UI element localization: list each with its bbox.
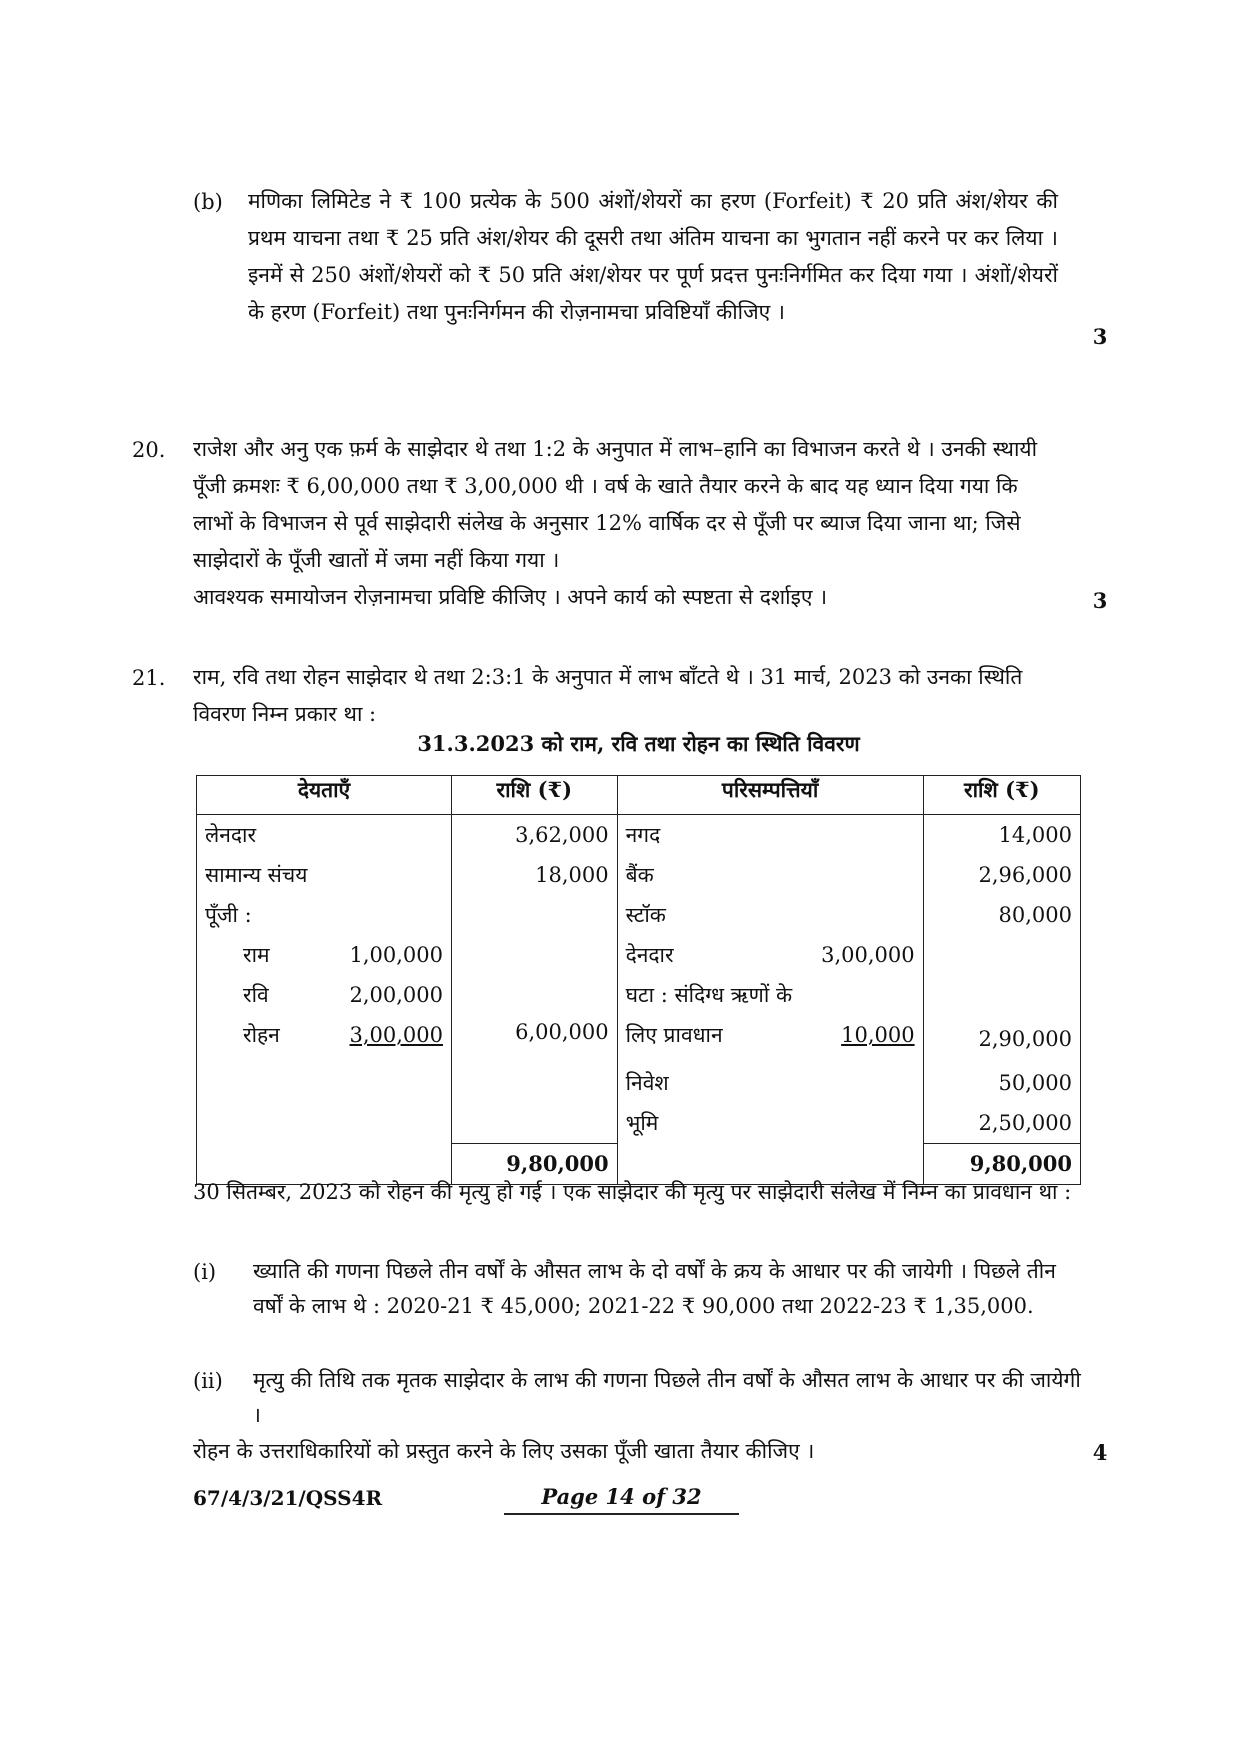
question-20-marks: 3 [1092, 588, 1108, 613]
page-number: Page 14 of 32 [504, 1484, 739, 1515]
for-provision-label: लिए प्रावधान [625, 1023, 723, 1047]
ram-label: राम [243, 943, 270, 967]
header-assets: परिसम्पत्तियाँ [617, 776, 923, 815]
question-20-number: 20. [132, 438, 166, 462]
rohan-label: रोहन [243, 1023, 280, 1047]
bank-amount: 2,96,000 [923, 855, 1080, 895]
question-19b-label: (b) [193, 190, 223, 214]
stock-amount: 80,000 [923, 895, 1080, 935]
ravi-label: रवि [243, 983, 269, 1007]
land-label: भूमि [617, 1103, 923, 1144]
cash-amount: 14,000 [923, 815, 1080, 856]
provision-item-number: (ii) [193, 1369, 223, 1393]
provision-item-text: मृत्यु की तिथि तक मृतक साझेदार के लाभ की गणना पिछले तीन वर्षों के औसत लाभ के आधार पर की जायेगी । [253, 1368, 1081, 1427]
provision-item-number: (i) [193, 1260, 217, 1284]
provision-item-text: ख्याति की गणना पिछले तीन वर्षों के औसत लाभ के दो वर्षों के क्रय के आधार पर की जायेगी । पिछले तीन वर्षों के लाभ थे : 2020-21 ₹ 45,000; 2021-22 ₹ 90,000 तथा 2022-23 ₹ 1,35,000. [253, 1259, 1056, 1318]
capital-label: पूँजी : [197, 895, 452, 935]
question-21-number: 21. [132, 666, 166, 690]
question-21-marks: 4 [1092, 1440, 1108, 1465]
assets-total: 9,80,000 [923, 1144, 1080, 1185]
creditors-label: लेनदार [197, 815, 452, 856]
table-row [197, 1103, 1081, 1144]
stock-label: स्टॉक [617, 895, 923, 935]
table-row [197, 1015, 1081, 1063]
less-provision-label: घटा : संदिग्ध ऋणों के [617, 975, 923, 1015]
ravi-amount: 2,00,000 [349, 983, 443, 1007]
rohan-amount: 3,00,000 [349, 1023, 443, 1047]
land-amount: 2,50,000 [923, 1103, 1080, 1144]
general-reserve-amount: 18,000 [452, 855, 618, 895]
header-liabilities: देयताएँ [197, 776, 452, 815]
table-row [197, 1063, 1081, 1103]
table-row [197, 815, 1081, 856]
net-debtors-amount: 2,90,000 [923, 1015, 1080, 1063]
question-20-text: राजेश और अनु एक फ़र्म के साझेदार थे तथा 1:2 के अनुपात में लाभ–हानि का विभाजन करते थे । उनकी स्थायी पूँजी क्रमशः ₹ 6,00,000 तथा ₹ 3,00,000 थी । वर्ष के खाते तैयार करने के बाद यह ध्यान दिया गया कि लाभों के विभाजन से पूर्व साझेदारी संलेख के अनुसार 12% वार्षिक दर से पूँजी पर ब्याज दिया जाना था; जिसे साझेदारों के पूँजी खातों में जमा नहीं किया गया । [193, 437, 1038, 572]
question-20-instruction: आवश्यक समायोजन रोज़नामचा प्रविष्टि कीजिए । अपने कार्य को स्पष्टता से दर्शाइए । [193, 585, 828, 609]
question-21-after-text: 30 सितम्बर, 2023 को रोहन की मृत्यु हो गई । एक साझेदार की मृत्यु पर साझेदारी संलेख में निम्न का प्रावधान था : [193, 1180, 1072, 1204]
question-19b-text: मणिका लिमिटेड ने ₹ 100 प्रत्येक के 500 अंशों/शेयरों का हरण (Forfeit) ₹ 20 प्रति अंश/शेयर की प्रथम याचना तथा ₹ 25 प्रति अंश/शेयर की दूसरी तथा अंतिम याचना का भुगतान नहीं करने पर कर लिया । इनमें से 250 अंशों/शेयरों को ₹ 50 प्रति अंश/शेयर पर पूर्ण प्रदत्त पुनःनिर्गमित कर दिया गया । अंशों/शेयरों के हरण (Forfeit) तथा पुनःनिर्गमन की रोज़नामचा प्रविष्टियाँ कीजिए । [248, 189, 1058, 324]
capital-total: 6,00,000 [452, 1015, 618, 1063]
provision-amount: 10,000 [841, 1023, 915, 1047]
bank-label: बैंक [617, 855, 923, 895]
balance-sheet-table [196, 775, 1081, 1185]
question-21-final: रोहन के उत्तराधिकारियों को प्रस्तुत करने के लिए उसका पूँजी खाता तैयार कीजिए । [193, 1439, 815, 1463]
table-row [197, 935, 1081, 975]
paper-code: 67/4/3/21/QSS4R [193, 1486, 383, 1510]
creditors-amount: 3,62,000 [452, 815, 618, 856]
debtors-amount: 3,00,000 [821, 943, 915, 967]
table-header-row [197, 776, 1081, 815]
investment-amount: 50,000 [923, 1063, 1080, 1103]
table-row [197, 975, 1081, 1015]
general-reserve-label: सामान्य संचय [197, 855, 452, 895]
investment-label: निवेश [617, 1063, 923, 1103]
debtors-label: देनदार [625, 943, 674, 967]
question-21-intro: राम, रवि तथा रोहन साझेदार थे तथा 2:3:1 के अनुपात में लाभ बाँटते थे । 31 मार्च, 2023 को उनका स्थिति विवरण निम्न प्रकार था : [193, 665, 1023, 726]
cash-label: नगद [617, 815, 923, 856]
table-row [197, 855, 1081, 895]
balance-sheet-title: 31.3.2023 को राम, रवि तथा रोहन का स्थिति विवरण [417, 731, 860, 756]
question-19b-marks: 3 [1092, 324, 1108, 349]
ram-amount: 1,00,000 [349, 943, 443, 967]
table-row [197, 895, 1081, 935]
liabilities-total: 9,80,000 [452, 1144, 618, 1185]
header-amount-2: राशि (₹) [923, 776, 1080, 815]
header-amount-1: राशि (₹) [452, 776, 618, 815]
